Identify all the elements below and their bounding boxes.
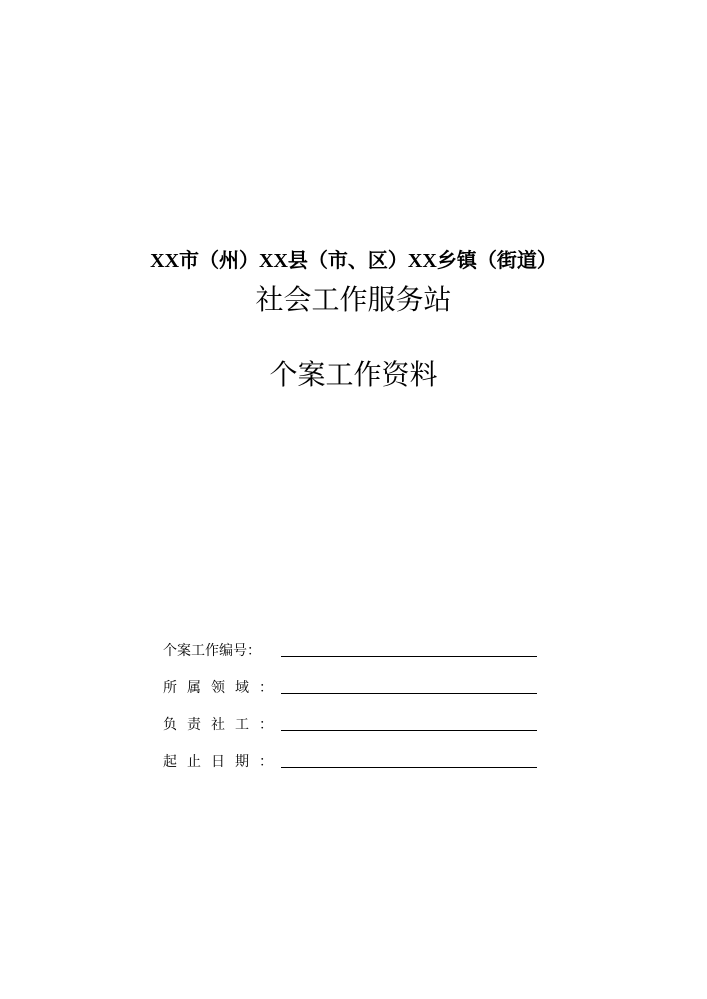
social-worker-label: 负责社工： xyxy=(163,717,283,733)
social-worker-field xyxy=(163,714,543,736)
case-number-field xyxy=(163,640,543,662)
case-number-label: 个案工作编号： xyxy=(163,643,261,659)
domain-field xyxy=(163,677,543,699)
date-range-field xyxy=(163,751,543,773)
station-name: 社会工作服务站 xyxy=(255,283,452,316)
social-worker-blank[interactable] xyxy=(281,730,537,731)
date-range-label: 起止日期： xyxy=(163,754,283,770)
date-range-blank[interactable] xyxy=(281,767,537,768)
domain-blank[interactable] xyxy=(281,693,537,694)
case-number-blank[interactable] xyxy=(281,656,537,657)
document-title: 个案工作资料 xyxy=(269,358,438,391)
domain-label: 所属领域： xyxy=(163,680,283,696)
organization-line: XX市（州）XX县（市、区）XX乡镇（街道） xyxy=(150,250,557,272)
